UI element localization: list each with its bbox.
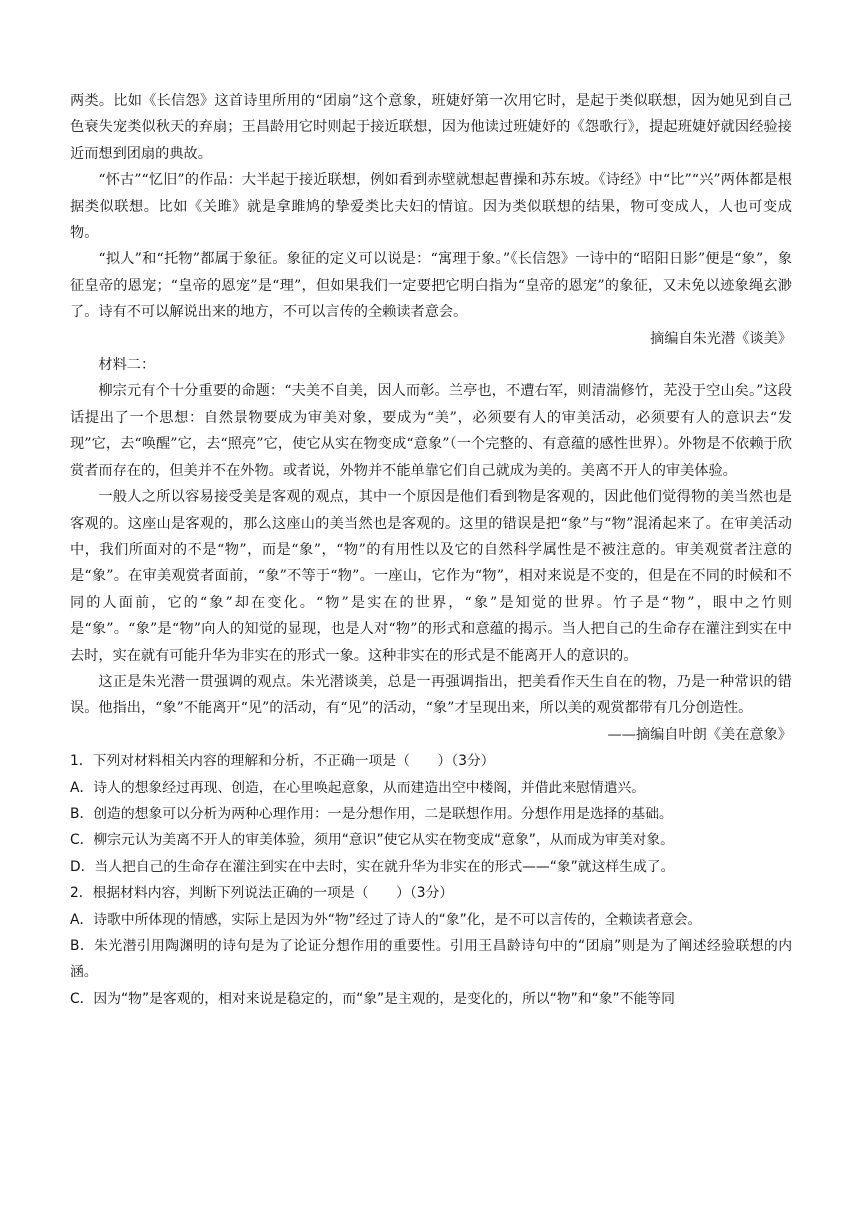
question-1-option-c: C．柳宗元认为美离不开人的审美体验，须用“意识”使它从实在物变成“意象”，从而成为审美对象。 xyxy=(70,832,674,849)
material2-heading: 材料二： xyxy=(98,357,156,374)
material2-paragraph: 柳宗元有个十分重要的命题：“夫美不自美，因人而彰。兰亭也，不遭右军，则清湍修竹，芜没于空山矣。”这段话提出了一个思想：自然景物要成为审美对象，要成为“美”，必须要有人的审美活动，必须要有人的意识去“发现”它，去“唤醒”它，去“照亮”它，使它从实在物变成“意象”（一个完整的、有意蕴的感性世界）。外物是不依赖于欣赏者而存在的，但美并不在外物。或者说，外物并不能单靠它们自己就成为美的。美离不开人的审美体验。 xyxy=(70,383,792,479)
material2-source: ——摘编自叶朗《美在意象》 xyxy=(607,726,792,743)
material1-source: 摘编自朱光潜《谈美》 xyxy=(650,330,792,347)
question-1-option-d: D．当人把自己的生命存在灌注到实在中去时，实在就升华为非实在的形式——“象”就这样生成了。 xyxy=(70,858,675,875)
question-2-option-b: B．朱光潜引用陶渊明的诗句是为了论证分想作用的重要性。引用王昌龄诗句中的“团扇”则是为了阐述经验联想的内涵。 xyxy=(70,938,792,981)
question-2-stem: 2．根据材料内容，判断下列说法正确的一项是（ ）（3分） xyxy=(70,885,454,902)
material2-paragraph: 一般人之所以容易接受美是客观的观点，其中一个原因是他们看到物是客观的，因此他们觉得物的美当然也是客观的。这座山是客观的，那么这座山的美当然也是客观的。这里的错误是把“象”与“物”混淆起来了。在审美活动中，我们所面对的不是“物”，而是“象”，“物”的有用性以及它的自然科学属性是不被注意的。审美观赏者注意的是“象”。在审美观赏者面前，“象”不等于“物”。一座山，它作为“物”，相对来说是不变的，但是在不同的时候和不同的人面前，它的“象”却在变化。“物”是实在的世界，“象”是知觉的世界。竹子是“物”，眼中之竹则是“象”。“象”是“物”向人的知觉的显现，也是人对“物”的形式和意蕴的揭示。当人把自己的生命存在灌注到实在中去时，实在就有可能升华为非实在的形式一象。这种非实在的形式是不能离开人的意识的。 xyxy=(70,489,792,664)
material1-paragraph: 两类。比如《长信怨》这首诗里所用的“团扇”这个意象，班婕妤第一次用它时，是起于类似联想，因为她见到自己色衰失宠类似秋天的弃扇；王昌龄用它时则起于接近联想，因为他读过班婕妤的《怨歌行》，提起班婕妤就因经验接近而想到团扇的典故。 xyxy=(70,93,792,162)
question-2-option-c: C．因为“物”是客观的，相对来说是稳定的，而“象”是主观的，是变化的，所以“物”和“象”不能等同 xyxy=(70,990,675,1007)
question-2-option-a: A．诗歌中所体现的情感，实际上是因为外“物”经过了诗人的“象”化，是不可以言传的，全赖读者意会。 xyxy=(70,911,702,928)
question-1-option-b: B．创造的想象可以分析为两种心理作用：一是分想作用，二是联想作用。分想作用是选择的基础。 xyxy=(70,805,673,822)
question-1-option-a: A．诗人的想象经过再现、创造，在心里唤起意象，从而建造出空中楼阁，并借此来慰情遣兴。 xyxy=(70,779,646,796)
question-1-stem: 1．下列对材料相关内容的理解和分析，不正确一项是（ ）（3分） xyxy=(70,753,495,770)
material1-paragraph: “怀古”“忆旧”的作品：大半起于接近联想，例如看到赤壁就想起曹操和苏东坡。《诗经》中“比”“兴”两体都是根据类似联想。比如《关雎》就是拿雎鸠的挚爱类比夫妇的情谊。因为类似联想的结果，物可变成人，人也可变成物。 xyxy=(70,172,792,242)
exam-page xyxy=(70,88,792,1012)
material1-paragraph: “拟人”和“托物”都属于象征。象征的定义可以说是：“寓理于象。”《长信怨》一诗中的“昭阳日影”便是“象”，象征皇帝的恩宠；“皇帝的恩宠”是“理”，但如果我们一定要把它明白指为“皇帝的恩宠”的象征，又未免以迹象绳玄渺了。诗有不可以解说出来的地方，不可以言传的全赖读者意会。 xyxy=(70,251,792,321)
material2-paragraph: 这正是朱光潜一贯强调的观点。朱光潜谈美，总是一再强调指出，把美看作天生自在的物，乃是一种常识的错误。他指出，“象”不能离开“见”的活动，有“见”的活动，“象”才呈现出来，所以美的观赏都带有几分创造性。 xyxy=(70,673,792,717)
